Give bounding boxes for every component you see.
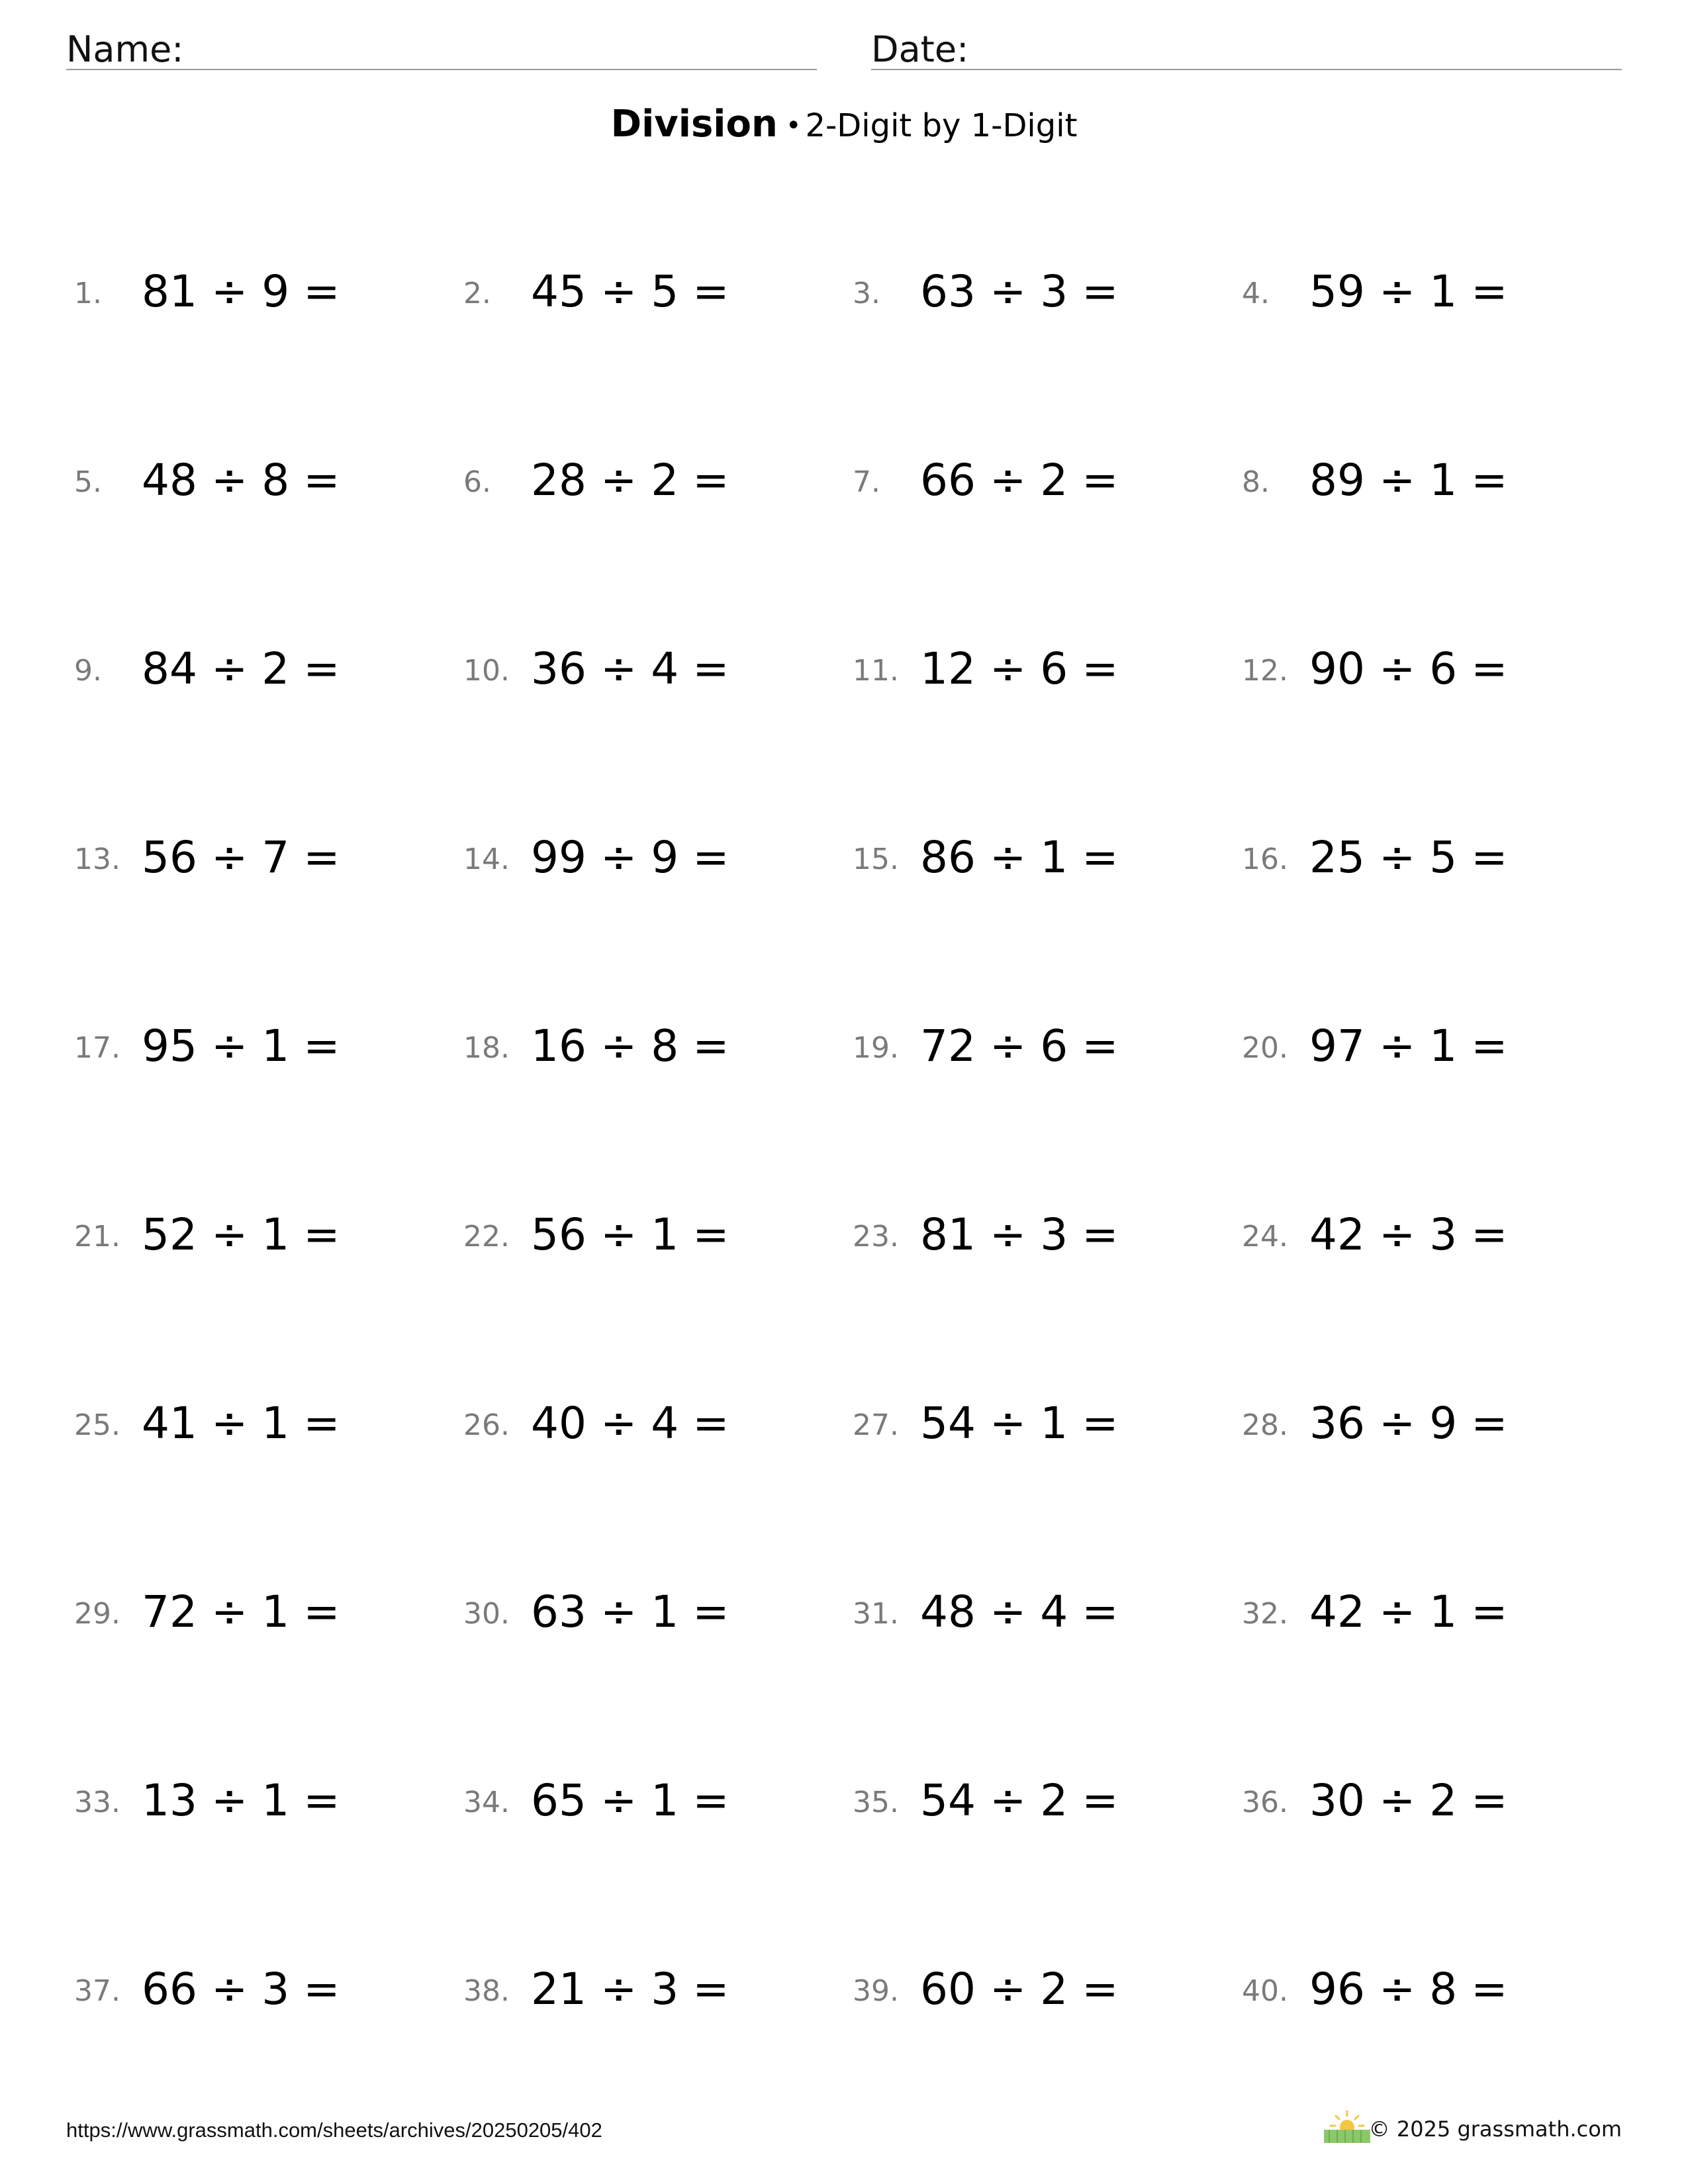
date-field[interactable] — [871, 24, 1622, 70]
problem-item — [463, 831, 834, 884]
problem-item — [74, 453, 445, 506]
problem-item — [853, 1585, 1223, 1638]
problem-expression: 63 ÷ 3 = — [920, 266, 1119, 317]
title-separator: • — [785, 110, 802, 141]
problem-item — [74, 1585, 445, 1638]
problem-number: 1. — [74, 277, 102, 310]
problem-item — [1242, 831, 1613, 884]
problem-item — [853, 642, 1223, 695]
problem-number: 20. — [1242, 1031, 1288, 1065]
problem-number: 38. — [463, 1974, 510, 2008]
problem-number: 37. — [74, 1974, 120, 2008]
problem-number: 10. — [463, 654, 510, 688]
problem-item — [1242, 453, 1613, 506]
problem-expression: 81 ÷ 3 = — [920, 1209, 1119, 1260]
problem-number: 22. — [463, 1220, 510, 1253]
problem-expression: 96 ÷ 8 = — [1309, 1964, 1508, 2015]
problem-expression: 97 ÷ 1 = — [1309, 1021, 1508, 1071]
problem-item — [463, 265, 834, 318]
problem-expression: 13 ÷ 1 = — [142, 1775, 340, 1826]
problem-expression: 95 ÷ 1 = — [142, 1021, 340, 1071]
problem-expression: 40 ÷ 4 = — [531, 1398, 729, 1449]
problem-expression: 54 ÷ 2 = — [920, 1775, 1119, 1826]
problem-item — [1242, 1585, 1613, 1638]
problem-item — [853, 453, 1223, 506]
problem-expression: 66 ÷ 3 = — [142, 1964, 340, 2015]
problem-expression: 90 ÷ 6 = — [1309, 643, 1508, 694]
problem-number: 11. — [853, 654, 899, 688]
problem-number: 23. — [853, 1220, 899, 1253]
problem-number: 28. — [1242, 1408, 1288, 1442]
problem-expression: 21 ÷ 3 = — [531, 1964, 729, 2015]
problem-item — [1242, 1019, 1613, 1072]
problem-number: 39. — [853, 1974, 899, 2008]
problem-expression: 65 ÷ 1 = — [531, 1775, 729, 1826]
name-label: Name: — [66, 28, 184, 70]
problem-expression: 25 ÷ 5 = — [1309, 832, 1508, 883]
problem-number: 14. — [463, 842, 510, 876]
name-field[interactable] — [66, 24, 817, 70]
problem-item — [74, 831, 445, 884]
problem-expression: 16 ÷ 8 = — [531, 1021, 729, 1071]
problem-item — [463, 1585, 834, 1638]
problem-expression: 59 ÷ 1 = — [1309, 266, 1508, 317]
problem-item — [74, 642, 445, 695]
problem-number: 33. — [74, 1786, 120, 1819]
problem-number: 12. — [1242, 654, 1288, 688]
problem-expression: 72 ÷ 6 = — [920, 1021, 1119, 1071]
problem-item — [853, 1962, 1223, 2015]
problem-expression: 56 ÷ 7 = — [142, 832, 340, 883]
problem-expression: 56 ÷ 1 = — [531, 1209, 729, 1260]
problem-number: 25. — [74, 1408, 120, 1442]
problem-item — [74, 1208, 445, 1261]
problem-expression: 36 ÷ 9 = — [1309, 1398, 1508, 1449]
problem-item — [463, 642, 834, 695]
problem-number: 18. — [463, 1031, 510, 1065]
problem-expression: 99 ÷ 9 = — [531, 832, 729, 883]
problem-item — [463, 1774, 834, 1827]
problem-number: 2. — [463, 277, 491, 310]
problem-expression: 60 ÷ 2 = — [920, 1964, 1119, 2015]
problem-item — [1242, 265, 1613, 318]
problem-item — [463, 1396, 834, 1449]
problem-item — [853, 1019, 1223, 1072]
problem-number: 4. — [1242, 277, 1270, 310]
problem-item — [853, 831, 1223, 884]
problem-number: 19. — [853, 1031, 899, 1065]
problem-number: 35. — [853, 1786, 899, 1819]
problem-number: 17. — [74, 1031, 120, 1065]
problem-item — [463, 1208, 834, 1261]
problem-item — [74, 1396, 445, 1449]
problem-item — [463, 1019, 834, 1072]
problem-number: 15. — [853, 842, 899, 876]
problem-expression: 72 ÷ 1 = — [142, 1586, 340, 1637]
problem-number: 21. — [74, 1220, 120, 1253]
title-subtitle: 2-Digit by 1-Digit — [805, 107, 1078, 144]
problem-number: 31. — [853, 1597, 899, 1631]
problem-item — [1242, 1774, 1613, 1827]
problem-item — [463, 453, 834, 506]
problem-number: 27. — [853, 1408, 899, 1442]
problem-number: 6. — [463, 465, 491, 499]
problem-expression: 48 ÷ 4 = — [920, 1586, 1119, 1637]
problem-expression: 12 ÷ 6 = — [920, 643, 1119, 694]
problem-expression: 54 ÷ 1 = — [920, 1398, 1119, 1449]
problem-expression: 41 ÷ 1 = — [142, 1398, 340, 1449]
problem-expression: 45 ÷ 5 = — [531, 266, 729, 317]
problem-expression: 42 ÷ 1 = — [1309, 1586, 1508, 1637]
problem-expression: 30 ÷ 2 = — [1309, 1775, 1508, 1826]
date-label: Date: — [871, 28, 969, 70]
problem-item — [74, 265, 445, 318]
problem-expression: 89 ÷ 1 = — [1309, 455, 1508, 506]
problem-item — [463, 1962, 834, 2015]
sun-over-grass-icon — [1323, 2107, 1372, 2144]
problem-number: 40. — [1242, 1974, 1288, 2008]
problem-expression: 81 ÷ 9 = — [142, 266, 340, 317]
problem-number: 32. — [1242, 1597, 1288, 1631]
footer-copyright: © 2025 grassmath.com — [1368, 2116, 1622, 2142]
problem-number: 16. — [1242, 842, 1288, 876]
problem-number: 34. — [463, 1786, 510, 1819]
problem-item — [853, 1774, 1223, 1827]
problem-expression: 52 ÷ 1 = — [142, 1209, 340, 1260]
problem-number: 36. — [1242, 1786, 1288, 1819]
problem-expression: 42 ÷ 3 = — [1309, 1209, 1508, 1260]
footer-url[interactable]: https://www.grassmath.com/sheets/archives/20250205/402 — [66, 2118, 602, 2142]
problem-item — [853, 1396, 1223, 1449]
problem-number: 8. — [1242, 465, 1270, 499]
title-main: Division — [610, 103, 778, 146]
problem-expression: 86 ÷ 1 = — [920, 832, 1119, 883]
problem-expression: 36 ÷ 4 = — [531, 643, 729, 694]
problem-item — [853, 265, 1223, 318]
problem-item — [74, 1962, 445, 2015]
problem-item — [853, 1208, 1223, 1261]
problem-item — [1242, 642, 1613, 695]
problem-expression: 63 ÷ 1 = — [531, 1586, 729, 1637]
problem-number: 26. — [463, 1408, 510, 1442]
problem-number: 7. — [853, 465, 880, 499]
problem-number: 9. — [74, 654, 102, 688]
problem-number: 5. — [74, 465, 102, 499]
problem-number: 3. — [853, 277, 880, 310]
problem-expression: 84 ÷ 2 = — [142, 643, 340, 694]
problem-number: 29. — [74, 1597, 120, 1631]
problem-number: 30. — [463, 1597, 510, 1631]
worksheet-title — [0, 103, 1688, 146]
problem-expression: 48 ÷ 8 = — [142, 455, 340, 506]
problem-item — [74, 1019, 445, 1072]
problem-item — [74, 1774, 445, 1827]
problem-number: 24. — [1242, 1220, 1288, 1253]
problem-item — [1242, 1962, 1613, 2015]
problem-item — [1242, 1208, 1613, 1261]
problem-expression: 28 ÷ 2 = — [531, 455, 729, 506]
problem-expression: 66 ÷ 2 = — [920, 455, 1119, 506]
problem-item — [1242, 1396, 1613, 1449]
problem-number: 13. — [74, 842, 120, 876]
